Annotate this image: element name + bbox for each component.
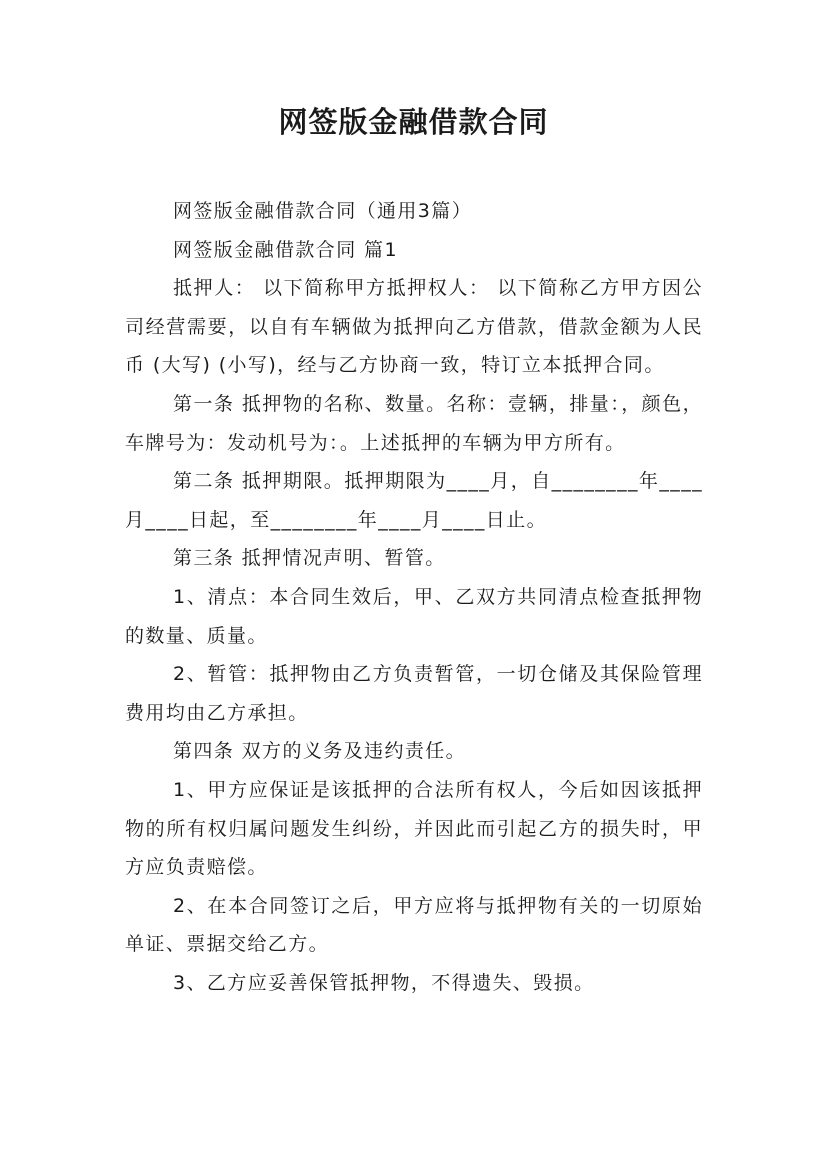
paragraph-subtitle: 网签版金融借款合同（通用3篇） xyxy=(173,200,473,222)
paragraph-article-1: 第一条 抵押物的名称、数量。名称：壹辆，排量：，颜色，车牌号为：发动机号为：。上述抵押的车辆为甲方所有。 xyxy=(125,392,703,454)
document-body xyxy=(125,192,703,1002)
paragraph-article-3-item-2: 2、暂管：抵押物由乙方负责暂管，一切仓储及其保险管理费用均由乙方承担。 xyxy=(125,663,703,724)
paragraph-article-4-item-3: 3、乙方应妥善保管抵押物，不得遗失、毁损。 xyxy=(173,971,595,994)
paragraph-article-2: 第二条 抵押期限。抵押期限为____月，自________年____月____日起，至________年____月____日止。 xyxy=(125,470,703,531)
paragraph-section-heading: 网签版金融借款合同 篇1 xyxy=(173,238,398,261)
paragraph-article-4-item-2: 2、在本合同签订之后，甲方应将与抵押物有关的一切原始单证、票据交给乙方。 xyxy=(125,894,703,956)
paragraph-article-4-item-1: 1、甲方应保证是该抵押的合法所有权人，今后如因该抵押物的所有权归属问题发生纠纷，并因此而引起乙方的损失时，甲方应负责赔偿。 xyxy=(125,778,703,879)
document-title: 网签版金融借款合同 xyxy=(278,105,549,139)
paragraph-article-3-item-1: 1、清点：本合同生效后，甲、乙双方共同清点检查抵押物的数量、质量。 xyxy=(125,585,703,647)
paragraph-article-4: 第四条 双方的义务及违约责任。 xyxy=(173,740,467,763)
paragraph-article-3: 第三条 抵押情况声明、暂管。 xyxy=(173,547,446,570)
paragraph-parties: 抵押人： 以下简称甲方抵押权人： 以下简称乙方甲方因公司经营需要，以自有车辆做为抵押向乙方借款，借款金额为人民币 (大写) (小写)，经与乙方协商一致，特订立本抵押合同。 xyxy=(125,277,703,377)
